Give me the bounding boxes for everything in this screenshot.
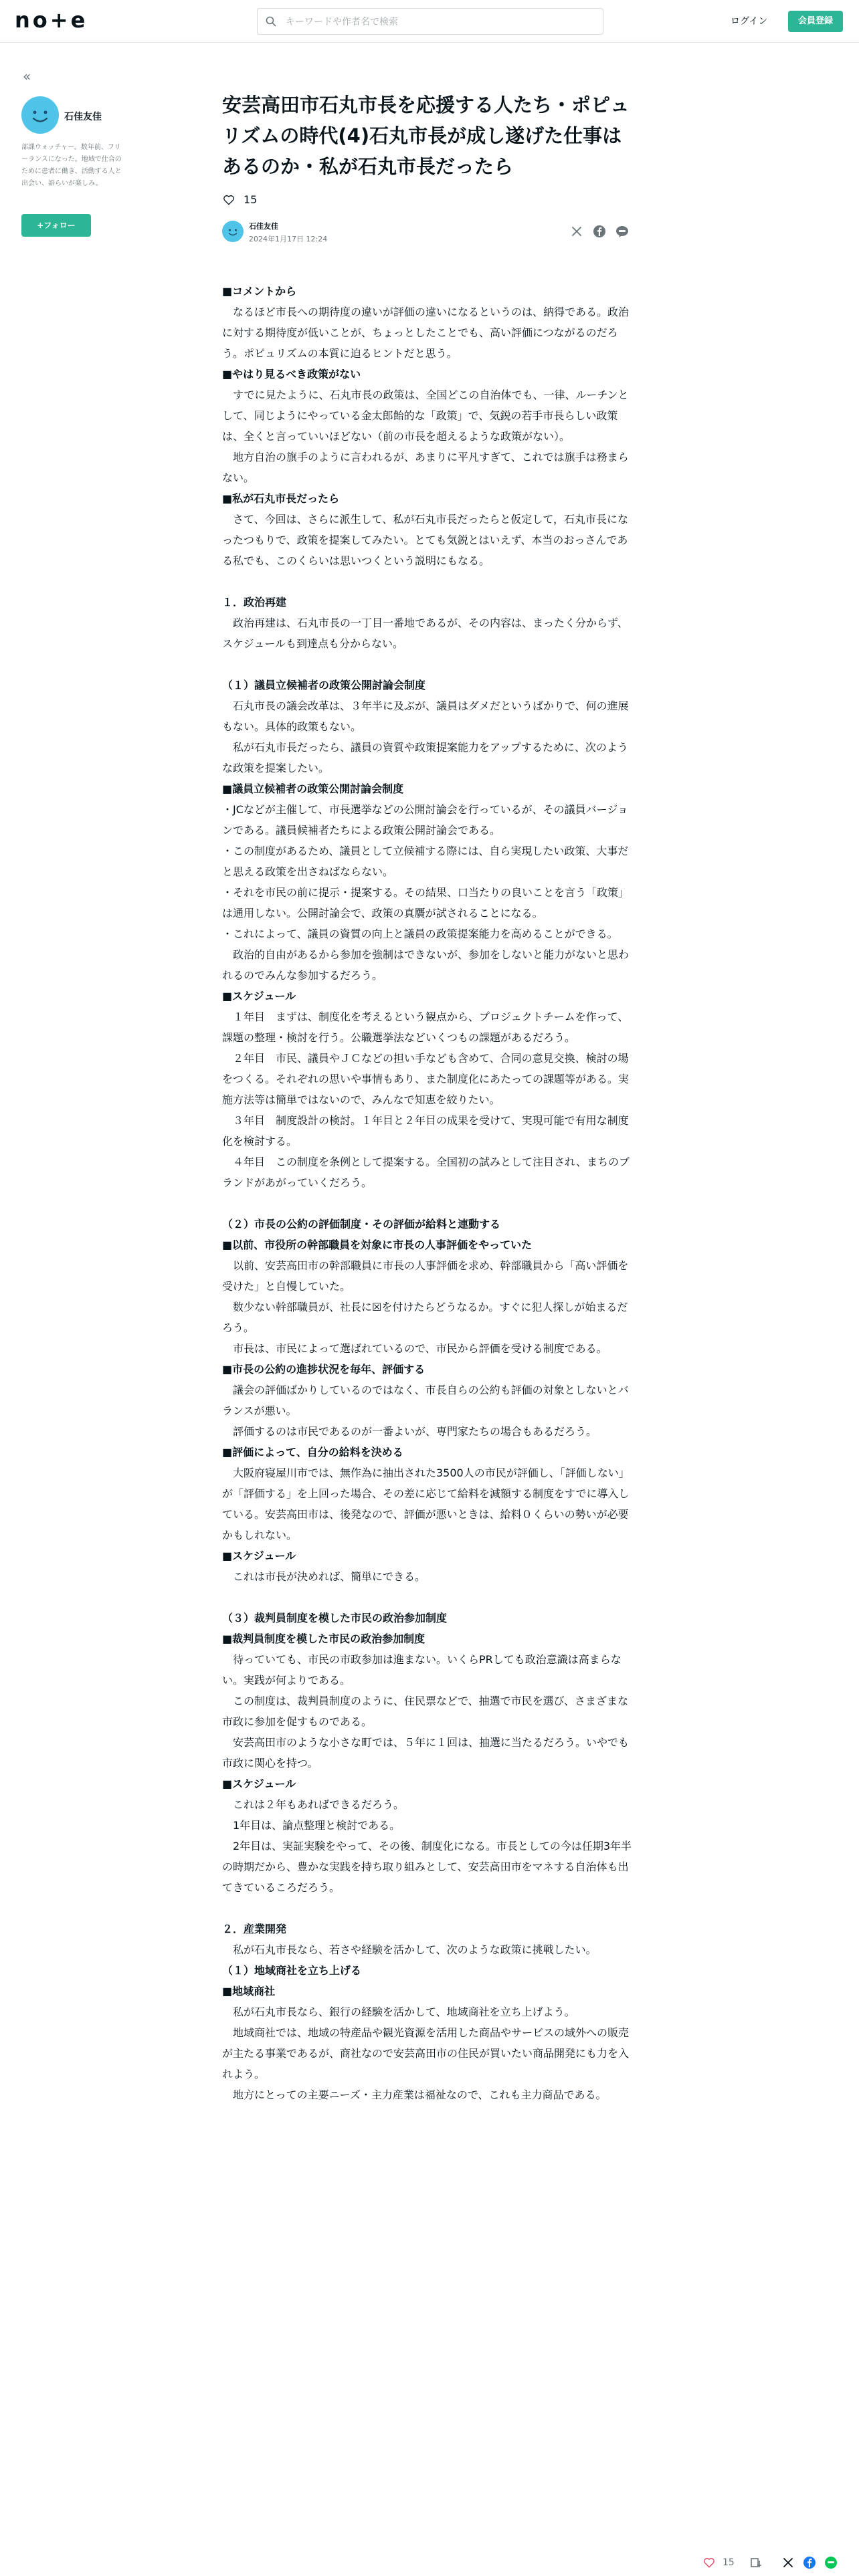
paragraph: ３年目 制度設計の検討。１年目と２年目の成果を受けて、実現可能で有用な制度化を検討する。: [222, 1114, 629, 1148]
site-header: [0, 0, 859, 43]
chapter-heading: （３）裁判員制度を模した市民の政治参加制度: [222, 1612, 448, 1624]
publish-date: 2024年1月17日 12:24: [249, 235, 328, 243]
paragraph: 私が石丸市長だったら、議員の資質や政策提案能力をアップするために、次のような政策を提案したい。: [222, 741, 628, 774]
bottom-x-icon[interactable]: [781, 2556, 795, 2569]
section-heading: ■市長の公約の進捗状況を毎年、評価する: [222, 1363, 425, 1376]
paragraph: 市長は、市民によって選ばれているので、市民から評価を受ける制度である。: [233, 1342, 607, 1355]
like-count: 15: [244, 193, 258, 206]
author-name[interactable]: 石佳友佳: [64, 112, 102, 122]
paragraph: 大阪府寝屋川市では、無作為に抽出された3500人の市民が評価し、「評価しない」が「評価する」を上回った場合、その差に応じて給料を減額する制度をすでに導入している。安芸高田市は、後発なので、評価が悪いときは、給料０くらいの勢いが必要かもしれない。: [222, 1467, 630, 1541]
paragraph: ４年目 この制度を条例として提案する。全国初の試みとして注目され、まちのブランドがあがっていくだろう。: [222, 1156, 630, 1189]
paragraph: 私が石丸市長なら、銀行の経験を活かして、地域商社を立ち上げよう。: [233, 2006, 575, 2018]
article-title: 安芸高田市石丸市長を応援する人たち・ポピュリズムの時代(4)石丸市長が成し遂げた仕事はあるのか・私が石丸市長だったら: [222, 94, 630, 178]
paragraph: これは市長が決めれば、簡単にできる。: [233, 1570, 426, 1583]
section-heading: ■評価によって、自分の給料を決める: [222, 1446, 403, 1459]
paragraph: 地域商社では、地域の特産品や観光資源を活用した商品やサービスの域外への販売が主たる事業であるが、商社なので安芸高田市の住民が買いたい商品開発にも力を入れよう。: [222, 2026, 630, 2080]
paragraph: 議会の評価ばかりしているのではなく、市長自らの公約も評価の対象としないとバランスが悪い。: [222, 1384, 629, 1417]
bottom-facebook-icon[interactable]: [803, 2556, 816, 2569]
paragraph: ・JCなどが主催して、市長選挙などの公開討論会を行っているが、その議員バージョンである。議員候補者たちによる政策公開討論会である。: [222, 803, 628, 837]
paragraph: この制度は、裁判員制度のように、住民票などで、抽選で市民を選び、さまざまな市政に参加を促すものである。: [222, 1695, 629, 1728]
bottom-heart-icon[interactable]: [702, 2556, 716, 2569]
paragraph: ２年目 市民、議員やＪＣなどの担い手なども含めて、合同の意見交換、検討の場をつくる。それぞれの思いや事情もあり、また制度化にあたっての課題等がある。実施方法等は簡単ではないので、みんなで知恵を絞りたい。: [222, 1052, 630, 1106]
chapter-heading: （１）議員立候補者の政策公開討論会制度: [222, 679, 426, 691]
paragraph: 政治的自由があるから参加を強制はできないが、参加をしないと能力がないと思われるのでみんな参加するだろう。: [222, 948, 630, 982]
paragraph: ・これによって、議員の資質の向上と議員の政策提案能力を高めることができる。: [222, 928, 618, 940]
paragraph: さて、今回は、さらに派生して、私が石丸市長だったらと仮定して，石丸市長になったつもりで、政策を提案してみたい。とても気鋭とはいえず、本当のおっさんである私でも、このくらいは思いつくという説明にもなる。: [222, 513, 629, 567]
section-heading: ■コメントから: [222, 285, 297, 298]
bottom-line-icon[interactable]: [824, 2556, 838, 2569]
heart-icon[interactable]: [222, 193, 235, 207]
search-input[interactable]: [284, 9, 595, 35]
meta-author-name[interactable]: 石佳友佳: [249, 222, 278, 231]
meta-author-avatar[interactable]: [222, 221, 244, 242]
login-link[interactable]: ログイン: [731, 16, 768, 27]
paragraph: 私が石丸市長なら、若さや経験を活かして、次のような政策に挑戦したい。: [233, 1943, 597, 1956]
section-heading: ■以前、市役所の幹部職員を対象に市長の人事評価をやっていた: [222, 1239, 533, 1251]
search-icon: [266, 16, 276, 27]
paragraph: 石丸市長の議会改革は、３年半に及ぶが、議員はダメだというばかりで、何の進展もない。具体的政策もない。: [222, 700, 629, 733]
section-heading: ■裁判員制度を模した市民の政治参加制度: [222, 1632, 425, 1645]
paragraph: 政治再建は、石丸市長の一丁目一番地であるが、その内容は、まったく分からず、スケジュールも到達点も分からない。: [222, 617, 628, 650]
chapter-heading: （２）市長の公約の評価制度・その評価が給料と連動する: [222, 1218, 501, 1230]
paragraph: ・この制度があるため、議員として立候補する際には、自ら実現したい政策、大事だと思える政策を出さねばならない。: [222, 845, 629, 878]
collapse-sidebar-icon[interactable]: «: [23, 68, 31, 84]
search-box[interactable]: [257, 8, 603, 35]
section-heading: ■スケジュール: [222, 1778, 296, 1790]
paragraph: これは２年もあればできるだろう。: [233, 1798, 405, 1811]
bottom-like-count: 15: [723, 2557, 735, 2568]
line-share-icon[interactable]: [615, 225, 629, 238]
paragraph: 待っていても、市民の市政参加は進まない。いくらPRしても政治意識は高まらない。実践が何よりである。: [222, 1653, 622, 1687]
paragraph: 以前、安芸高田市の幹部職員に市長の人事評価を求め、幹部職員から「高い評価を受けた」と自慢していた。: [222, 1259, 629, 1293]
paragraph: 2年目は、実証実験をやって、その後、制度化になる。市長としての今は任期3年半の時期だから、豊かな実践を持ち取り組みとして、安芸高田市をマネする自治体も出てきているころだろう。: [222, 1840, 632, 1894]
author-avatar[interactable]: [21, 96, 59, 134]
paragraph: なるほど市長への期待度の違いが評価の違いになるというのは、納得である。政治に対する期待度が低いことが、ちょっとしたことでも、高い評価につながるのだろう。ポピュリズムの本質に迫るヒントだと思う。: [222, 306, 630, 360]
follow-button[interactable]: +フォロー: [21, 214, 91, 237]
chapter-heading: １．政治再建: [222, 596, 287, 609]
article-body: [222, 281, 637, 2105]
section-heading: ■議員立候補者の政策公開討論会制度: [222, 782, 404, 795]
paragraph: すでに見たように、石丸市長の政策は、全国どこの自治体でも、一律、ルーチンとして、同じようにやっている金太郎飴的な「政策」で、気鋭の若手市長らしい政策は、全くと言っていいほどない（前の市長を超えるような政策がない）。: [222, 389, 629, 443]
author-bio: 部課ウォッチャー。数年前、フリーランスになった。地域で仕合のために患者に働き、活動する人と出会い、語らいが楽しみ。: [21, 144, 122, 187]
facebook-share-icon[interactable]: [593, 225, 606, 238]
paragraph: ・それを市民の前に提示・提案する。その結果、口当たりの良いことを言う「政策」は通用しない。公開討論会で、政策の真贋が試されることになる。: [222, 886, 630, 920]
paragraph: 安芸高田市のような小さな町では、５年に１回は、抽選に当たるだろう。いやでも市政に関心を持つ。: [222, 1736, 630, 1769]
signup-button[interactable]: 会員登録: [788, 11, 843, 32]
magazine-add-icon[interactable]: [749, 2556, 763, 2569]
like-row: [222, 193, 257, 209]
section-heading: ■スケジュール: [222, 1549, 296, 1562]
paragraph: 数少ない幹部職員が、社長に☒を付けたらどうなるか。すぐに犯人探しが始まるだろう。: [222, 1301, 628, 1334]
chapter-heading: （１）地域商社を立ち上げる: [222, 1964, 362, 1977]
x-share-icon[interactable]: [570, 225, 583, 238]
section-heading: ■私が石丸市長だったら: [222, 492, 340, 505]
paragraph: 1年目は、論点整理と検討である。: [233, 1819, 401, 1832]
paragraph: 地方にとっての主要ニーズ・主力産業は福祉なので、これも主力商品である。: [233, 2088, 607, 2101]
paragraph: １年目 まずは、制度化を考えるという観点から、プロジェクトチームを作って、課題の整理・検討を行う。公職選挙法などいくつもの課題があるだろう。: [222, 1010, 629, 1044]
chapter-heading: ２．産業開発: [222, 1923, 287, 1935]
note-logo[interactable]: no+e: [15, 7, 88, 33]
paragraph: 地方自治の旗手のように言われるが、あまりに平凡すぎて、これでは旗手は務まらない。: [222, 451, 629, 484]
paragraph: 評価するのは市民であるのが一番よいが、専門家たちの場合もあるだろう。: [233, 1425, 597, 1438]
section-heading: ■スケジュール: [222, 990, 296, 1002]
section-heading: ■やはり見るべき政策がない: [222, 368, 361, 381]
section-heading: ■地域商社: [222, 1985, 276, 1998]
